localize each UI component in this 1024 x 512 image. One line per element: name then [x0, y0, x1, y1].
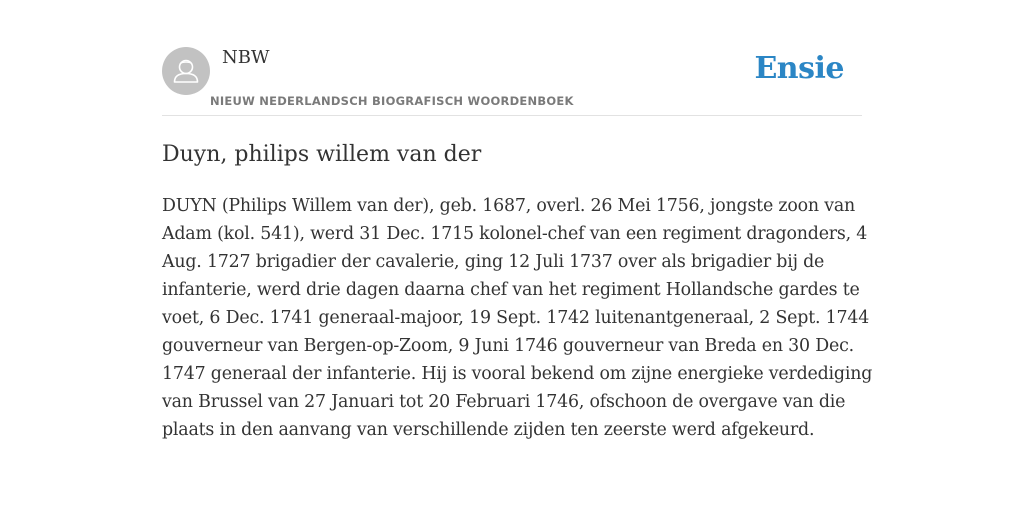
body-line: voet, 6 Dec. 1741 generaal-majoor, 19 Sept. 1742 luitenantgeneraal, 2 Sept. 1744 — [162, 308, 870, 328]
source-subtitle: NIEUW NEDERLANDSCH BIOGRAFISCH WOORDENBOEK — [210, 94, 574, 108]
entry-body — [162, 192, 873, 444]
body-line: gouverneur van Bergen-op-Zoom, 9 Juni 1746 gouverneur van Breda en 30 Dec. — [162, 336, 854, 356]
user-icon — [162, 47, 210, 95]
source-header — [162, 0, 862, 116]
body-line: Aug. 1727 brigadier der cavalerie, ging 12 Juli 1737 over als brigadier bij de — [162, 252, 825, 272]
body-line: infanterie, werd drie dagen daarna chef van het regiment Hollandsche gardes te — [162, 280, 860, 300]
body-line: plaats in den aanvang van verschillende zijden ten zeerste werd afgekeurd. — [162, 420, 815, 440]
body-line: DUYN (Philips Willem van der), geb. 1687, overl. 26 Mei 1756, jongste zoon van — [162, 196, 856, 216]
source-avatar[interactable] — [162, 47, 210, 95]
body-line: van Brussel van 27 Januari tot 20 Februari 1746, ofschoon de overgave van die — [162, 392, 846, 412]
body-line: Adam (kol. 541), werd 31 Dec. 1715 kolonel-chef van een regiment dragonders, 4 — [162, 224, 868, 244]
entry-title: Duyn, philips willem van der — [162, 142, 482, 167]
ensie-logo[interactable]: Ensie — [754, 51, 844, 86]
entry-card — [162, 0, 873, 512]
body-line: 1747 generaal der infanterie. Hij is vooral bekend om zijne energieke verdediging — [162, 364, 873, 384]
source-name[interactable]: NBW — [222, 47, 270, 68]
